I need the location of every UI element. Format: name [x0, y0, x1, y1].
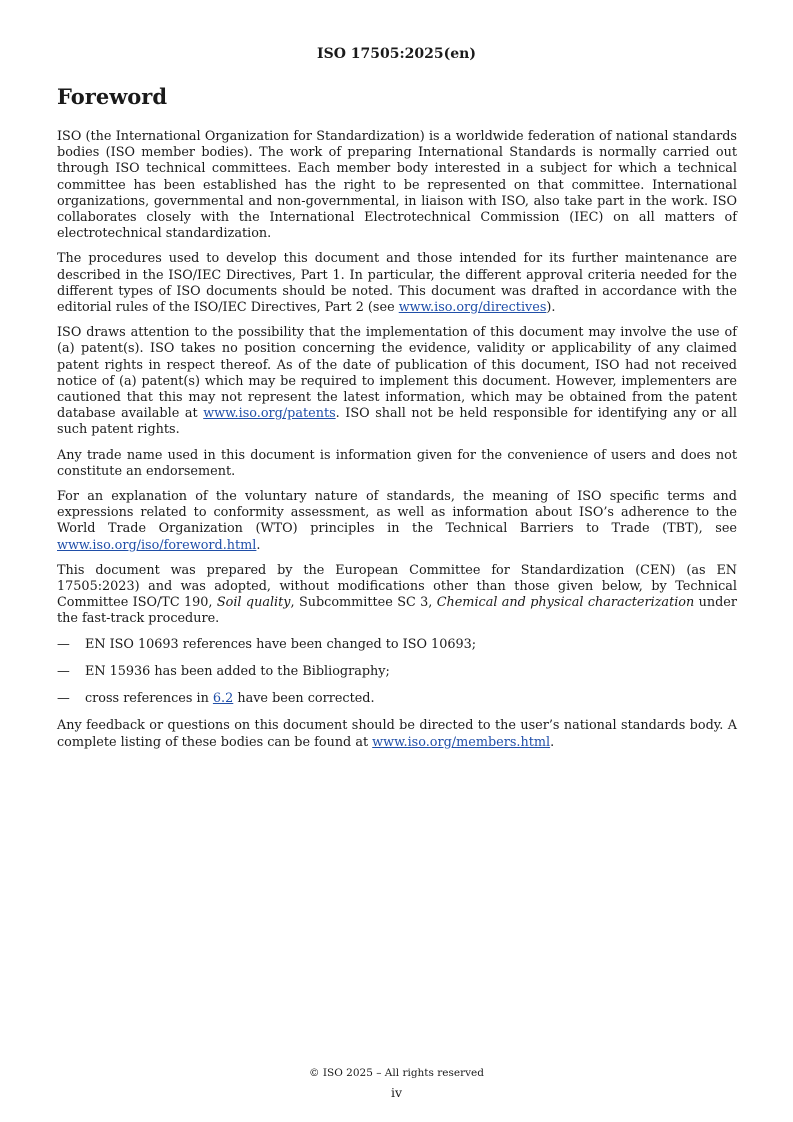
list-item	[57, 637, 737, 653]
copyright-footer: © ISO 2025 – All rights reserved	[309, 1067, 484, 1079]
list-item	[57, 664, 737, 680]
list-item	[57, 691, 737, 707]
foreword-link[interactable]: www.iso.org/iso/foreword.html	[57, 537, 257, 553]
list-dash: —	[57, 691, 70, 707]
page-number: iv	[390, 1085, 403, 1100]
list-dash: —	[57, 663, 70, 679]
paragraph-procedures: The procedures used to develop this document and those intended for its further maintenance are described in the ISO/IEC Directives, Part 1. In particular, the different approval criteria needed for the different types of ISO documents should be noted. This document was drafted in accordance with the editorial rules of the ISO/IEC Directives, Part 2 (see www.iso.org/directives).	[57, 251, 737, 316]
list-item-text: EN 15936 has been added to the Bibliography;	[85, 663, 390, 679]
paragraph-trade-name: Any trade name used in this document is information given for the convenience of users and does not constitute an endorsement.	[57, 447, 737, 479]
document-id-header: ISO 17505:2025(en)	[317, 46, 476, 62]
patents-link[interactable]: www.iso.org/patents	[203, 406, 336, 422]
paragraph-feedback: Any feedback or questions on this document should be directed to the user’s national standards body. A complete listing of these bodies can be found at www.iso.org/members.html.	[57, 718, 737, 750]
list-item-text: EN ISO 10693 references have been changed to ISO 10693;	[85, 636, 477, 652]
list-dash: —	[57, 636, 70, 652]
members-link[interactable]: www.iso.org/members.html	[372, 734, 551, 750]
page-title: Foreword	[57, 84, 168, 109]
paragraph-voluntary-nature: For an explanation of the voluntary nature of standards, the meaning of ISO specific terms and expressions related to conformity assessment, as well as information about ISO’s adherence to the World Trade Organization (WTO) principles in the Technical Barriers to Trade (TBT), see www.iso.org/iso/foreword.html.	[57, 489, 737, 553]
paragraph-patents: ISO draws attention to the possibility that the implementation of this document may involve the use of (a) patent(s). ISO takes no position concerning the evidence, validity or applicability of any claimed patent rights in respect thereof. As of the date of publication of this document, ISO had not received notice of (a) patent(s) which may be required to implement this document. However, implementers are cautioned that this may not represent the latest information, which may be obtained from the patent database available at www.iso.org/patents. ISO shall not be held responsible for identifying any or all such patent rights.	[57, 325, 737, 438]
section-6-2-link[interactable]: 6.2	[212, 691, 234, 707]
list-item-text: cross references in 6.2 have been corrected.	[85, 691, 375, 707]
paragraph-iso-intro: ISO (the International Organization for Standardization) is a worldwide federation of national standards bodies (ISO member bodies). The work of preparing International Standards is normally carried out through ISO technical committees. Each member body interested in a subject for which a technical committee has been established has the right to be represented on that committee. International organizations, governmental and non-governmental, in liaison with ISO, also take part in the work. ISO collaborates closely with the International Electrotechnical Commission (IEC) on all matters of electrotechnical standardization.	[57, 129, 737, 242]
directives-link[interactable]: www.iso.org/directives	[398, 300, 547, 316]
foreword-body	[57, 129, 737, 760]
paragraph-prepared-by: This document was prepared by the European Committee for Standardization (CEN) (as EN 17505:2023) and was adopted, without modifications other than those given below, by Technical Committee ISO/TC 190, Soil quality, Subcommittee SC 3, Chemical and physical characterization under the fast-track procedure.	[57, 562, 737, 627]
